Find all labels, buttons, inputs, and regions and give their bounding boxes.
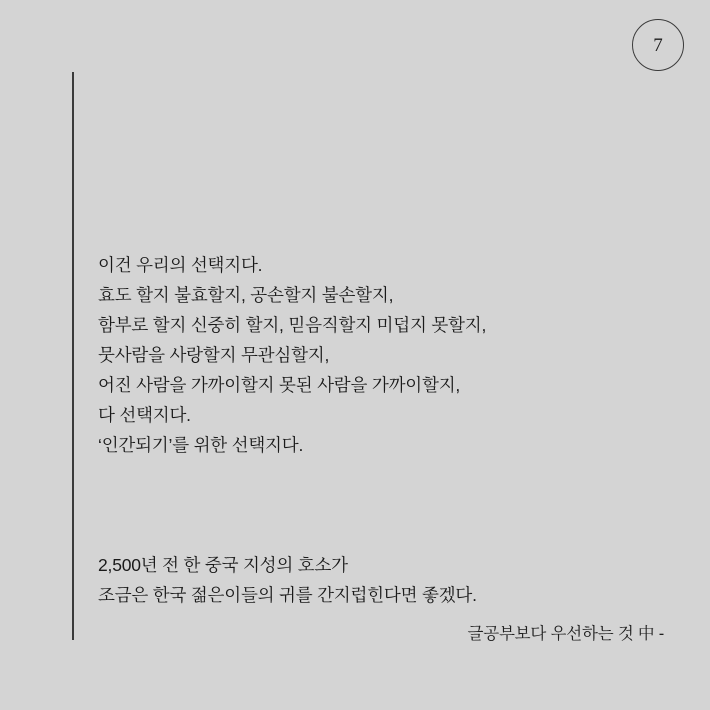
page-number-label: 7 — [653, 34, 663, 56]
text-line: 뭇사람을 사랑할지 무관심할지, — [98, 345, 330, 365]
body-copy — [98, 190, 658, 670]
text-line: 이건 우리의 선택지다. — [98, 255, 263, 275]
page-number-badge — [632, 19, 684, 71]
text-line: ‘인간되기’를 위한 선택지다. — [98, 435, 304, 455]
paragraph-1 — [98, 250, 658, 460]
text-line: 어진 사람을 가까이할지 못된 사람을 가까이할지, — [98, 375, 461, 395]
text-line: 2,500년 전 한 중국 지성의 호소가 — [98, 555, 348, 575]
paragraph-2 — [98, 550, 658, 610]
left-vertical-rule — [72, 72, 74, 640]
text-line: 다 선택지다. — [98, 405, 191, 425]
text-line: 함부로 할지 신중히 할지, 믿음직할지 미덥지 못할지, — [98, 315, 487, 335]
text-line: 효도 할지 불효할지, 공손할지 불손할지, — [98, 285, 394, 305]
text-line: 조금은 한국 젊은이들의 귀를 간지럽힌다면 좋겠다. — [98, 585, 477, 605]
footer-signature: 글공부보다 우선하는 것 中 - — [467, 625, 664, 643]
